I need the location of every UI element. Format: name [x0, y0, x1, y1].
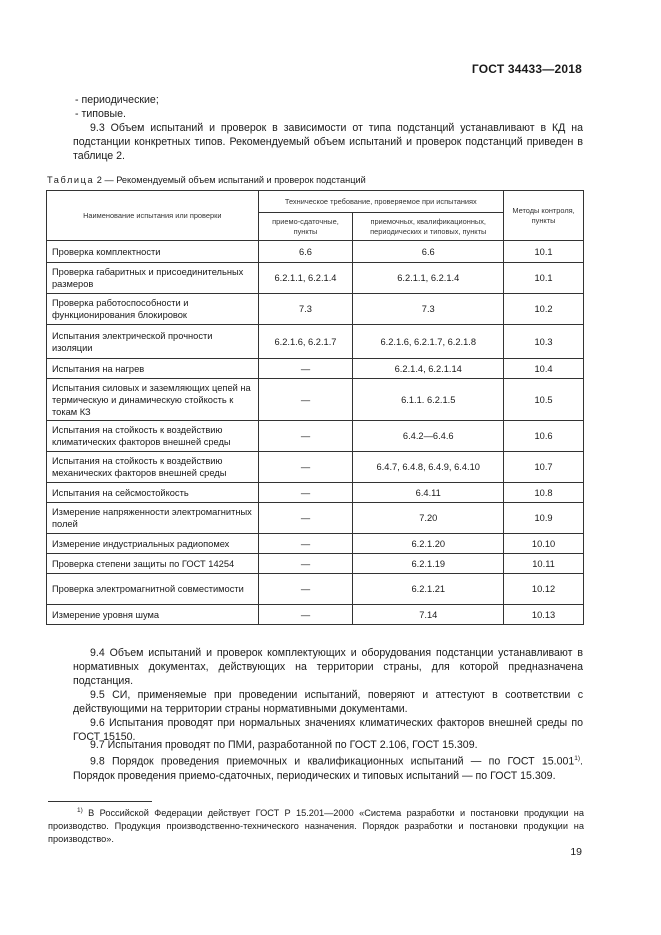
- table-row: [47, 294, 584, 325]
- tests-table: [46, 190, 584, 625]
- cell-method: 10.1: [504, 263, 584, 294]
- cell-acceptance: 7.3: [258, 294, 353, 325]
- cell-periodic: 7.3: [353, 294, 504, 325]
- cell-name: Проверка работоспособности и функционирования блокировок: [47, 294, 259, 325]
- table-row: [47, 605, 584, 625]
- cell-name: Измерение напряженности электромагнитных полей: [47, 503, 259, 534]
- header-periodic: приемочных, квалификационных, периодических и типовых, пункты: [353, 213, 504, 241]
- cell-periodic: 7.20: [353, 503, 504, 534]
- para-9-8-text: 9.8 Порядок проведения приемочных и квалификационных испытаний — по ГОСТ 15.001: [90, 755, 575, 768]
- cell-name: Проверка габаритных и присоединительных размеров: [47, 263, 259, 294]
- cell-name: Измерение индустриальных радиопомех: [47, 534, 259, 554]
- cell-periodic: 6.2.1.1, 6.2.1.4: [353, 263, 504, 294]
- table-caption: [47, 175, 366, 185]
- header-methods: Методы контроля, пункты: [504, 191, 584, 241]
- cell-method: 10.13: [504, 605, 584, 625]
- cell-acceptance: —: [258, 574, 353, 605]
- cell-name: Проверка электромагнитной совместимости: [47, 574, 259, 605]
- cell-acceptance: 6.6: [258, 241, 353, 263]
- cell-method: 10.7: [504, 452, 584, 483]
- caption-title: 2 — Рекомендуемый объем испытаний и проверок подстанций: [94, 175, 366, 185]
- cell-periodic: 6.1.1. 6.2.1.5: [353, 379, 504, 421]
- table-row: [47, 503, 584, 534]
- cell-name: Измерение уровня шума: [47, 605, 259, 625]
- page-number: 19: [570, 846, 582, 858]
- cell-method: 10.12: [504, 574, 584, 605]
- table-row: [47, 359, 584, 379]
- footnote-text: В Российской Федерации действует ГОСТ Р 15.201—2000 «Система разработки и постановки продукции на производство. Продукция производственно-технического назначения. Порядок разработки и постановки продукции на производство».: [48, 808, 584, 845]
- footnote: [48, 804, 584, 846]
- header-acceptance: приемо-сдаточные, пункты: [258, 213, 353, 241]
- table-row: [47, 554, 584, 574]
- cell-method: 10.4: [504, 359, 584, 379]
- footnote-separator: [48, 801, 152, 802]
- document-header: ГОСТ 34433—2018: [471, 62, 582, 76]
- table-row: [47, 534, 584, 554]
- cell-method: 10.8: [504, 483, 584, 503]
- table-row: [47, 241, 584, 263]
- para-9-8-text-end: . Порядок проведения приемо-сдаточных, периодических и типовых испытаний — по ГОСТ 15.309.: [73, 755, 583, 782]
- cell-method: 10.2: [504, 294, 584, 325]
- cell-method: 10.9: [504, 503, 584, 534]
- table-row: [47, 452, 584, 483]
- table-row: [47, 263, 584, 294]
- table-row: [47, 325, 584, 359]
- cell-method: 10.6: [504, 421, 584, 452]
- cell-method: 10.10: [504, 534, 584, 554]
- header-name: Наименование испытания или проверки: [47, 191, 259, 241]
- cell-periodic: 6.2.1.20: [353, 534, 504, 554]
- cell-acceptance: —: [258, 554, 353, 574]
- cell-acceptance: 6.2.1.6, 6.2.1.7: [258, 325, 353, 359]
- cell-periodic: 6.4.2—6.4.6: [353, 421, 504, 452]
- cell-name: Испытания электрической прочности изоляции: [47, 325, 259, 359]
- cell-acceptance: —: [258, 452, 353, 483]
- paragraph-9-5: 9.5 СИ, применяемые при проведении испытаний, поверяют и аттестуют в соответствии с действующими на территории страны нормативными документами.: [73, 689, 583, 715]
- cell-periodic: 6.2.1.19: [353, 554, 504, 574]
- cell-periodic: 6.4.11: [353, 483, 504, 503]
- cell-periodic: 6.4.7, 6.4.8, 6.4.9, 6.4.10: [353, 452, 504, 483]
- cell-name: Проверка степени защиты по ГОСТ 14254: [47, 554, 259, 574]
- paragraph-9-4: 9.4 Объем испытаний и проверок комплектующих и оборудования подстанции устанавливают в нормативных документах, действующих на территории страны, для которой предназначена подстанция.: [73, 647, 583, 687]
- cell-acceptance: —: [258, 359, 353, 379]
- footnote-mark: 1): [77, 807, 83, 814]
- cell-method: 10.1: [504, 241, 584, 263]
- header-tech-req: Техническое требование, проверяемое при испытаниях: [258, 191, 504, 213]
- cell-acceptance: —: [258, 605, 353, 625]
- caption-label: Таблица: [47, 175, 95, 185]
- cell-periodic: 6.2.1.4, 6.2.1.14: [353, 359, 504, 379]
- cell-name: Испытания на стойкость к воздействию климатических факторов внешней среды: [47, 421, 259, 452]
- cell-acceptance: —: [258, 534, 353, 554]
- cell-method: 10.5: [504, 379, 584, 421]
- cell-acceptance: —: [258, 421, 353, 452]
- cell-name: Испытания на нагрев: [47, 359, 259, 379]
- paragraph-9-7: 9.7 Испытания проводят по ПМИ, разработанной по ГОСТ 2.106, ГОСТ 15.309.: [90, 739, 478, 751]
- cell-name: Испытания силовых и заземляющих цепей на термическую и динамическую стойкость к токам КЗ: [47, 379, 259, 421]
- cell-acceptance: 6.2.1.1, 6.2.1.4: [258, 263, 353, 294]
- table-row: [47, 421, 584, 452]
- cell-name: Проверка комплектности: [47, 241, 259, 263]
- cell-acceptance: —: [258, 483, 353, 503]
- cell-name: Испытания на стойкость к воздействию механических факторов внешней среды: [47, 452, 259, 483]
- cell-periodic: 7.14: [353, 605, 504, 625]
- cell-method: 10.11: [504, 554, 584, 574]
- cell-name: Испытания на сейсмостойкость: [47, 483, 259, 503]
- bullet-item: - типовые.: [75, 108, 126, 120]
- cell-periodic: 6.2.1.21: [353, 574, 504, 605]
- paragraph-9-6: 9.6 Испытания проводят при нормальных значениях климатических факторов внешней среды по ГОСТ 15150.: [73, 717, 583, 743]
- cell-acceptance: —: [258, 379, 353, 421]
- table-row: [47, 483, 584, 503]
- cell-acceptance: —: [258, 503, 353, 534]
- paragraph-9-3: 9.3 Объем испытаний и проверок в зависимости от типа подстанций устанавливают в КД на подстанции конкретных типов. Рекомендуемый объем испытаний и проверок подстанций приведен в таблице 2.: [73, 122, 583, 162]
- cell-periodic: 6.2.1.6, 6.2.1.7, 6.2.1.8: [353, 325, 504, 359]
- paragraph-9-8: [73, 752, 583, 783]
- table-row: [47, 574, 584, 605]
- table-row: [47, 379, 584, 421]
- cell-periodic: 6.6: [353, 241, 504, 263]
- bullet-item: - периодические;: [75, 94, 159, 106]
- footnote-ref: 1): [574, 755, 581, 762]
- table-body: [47, 241, 584, 625]
- cell-method: 10.3: [504, 325, 584, 359]
- bullet-list: [73, 93, 583, 121]
